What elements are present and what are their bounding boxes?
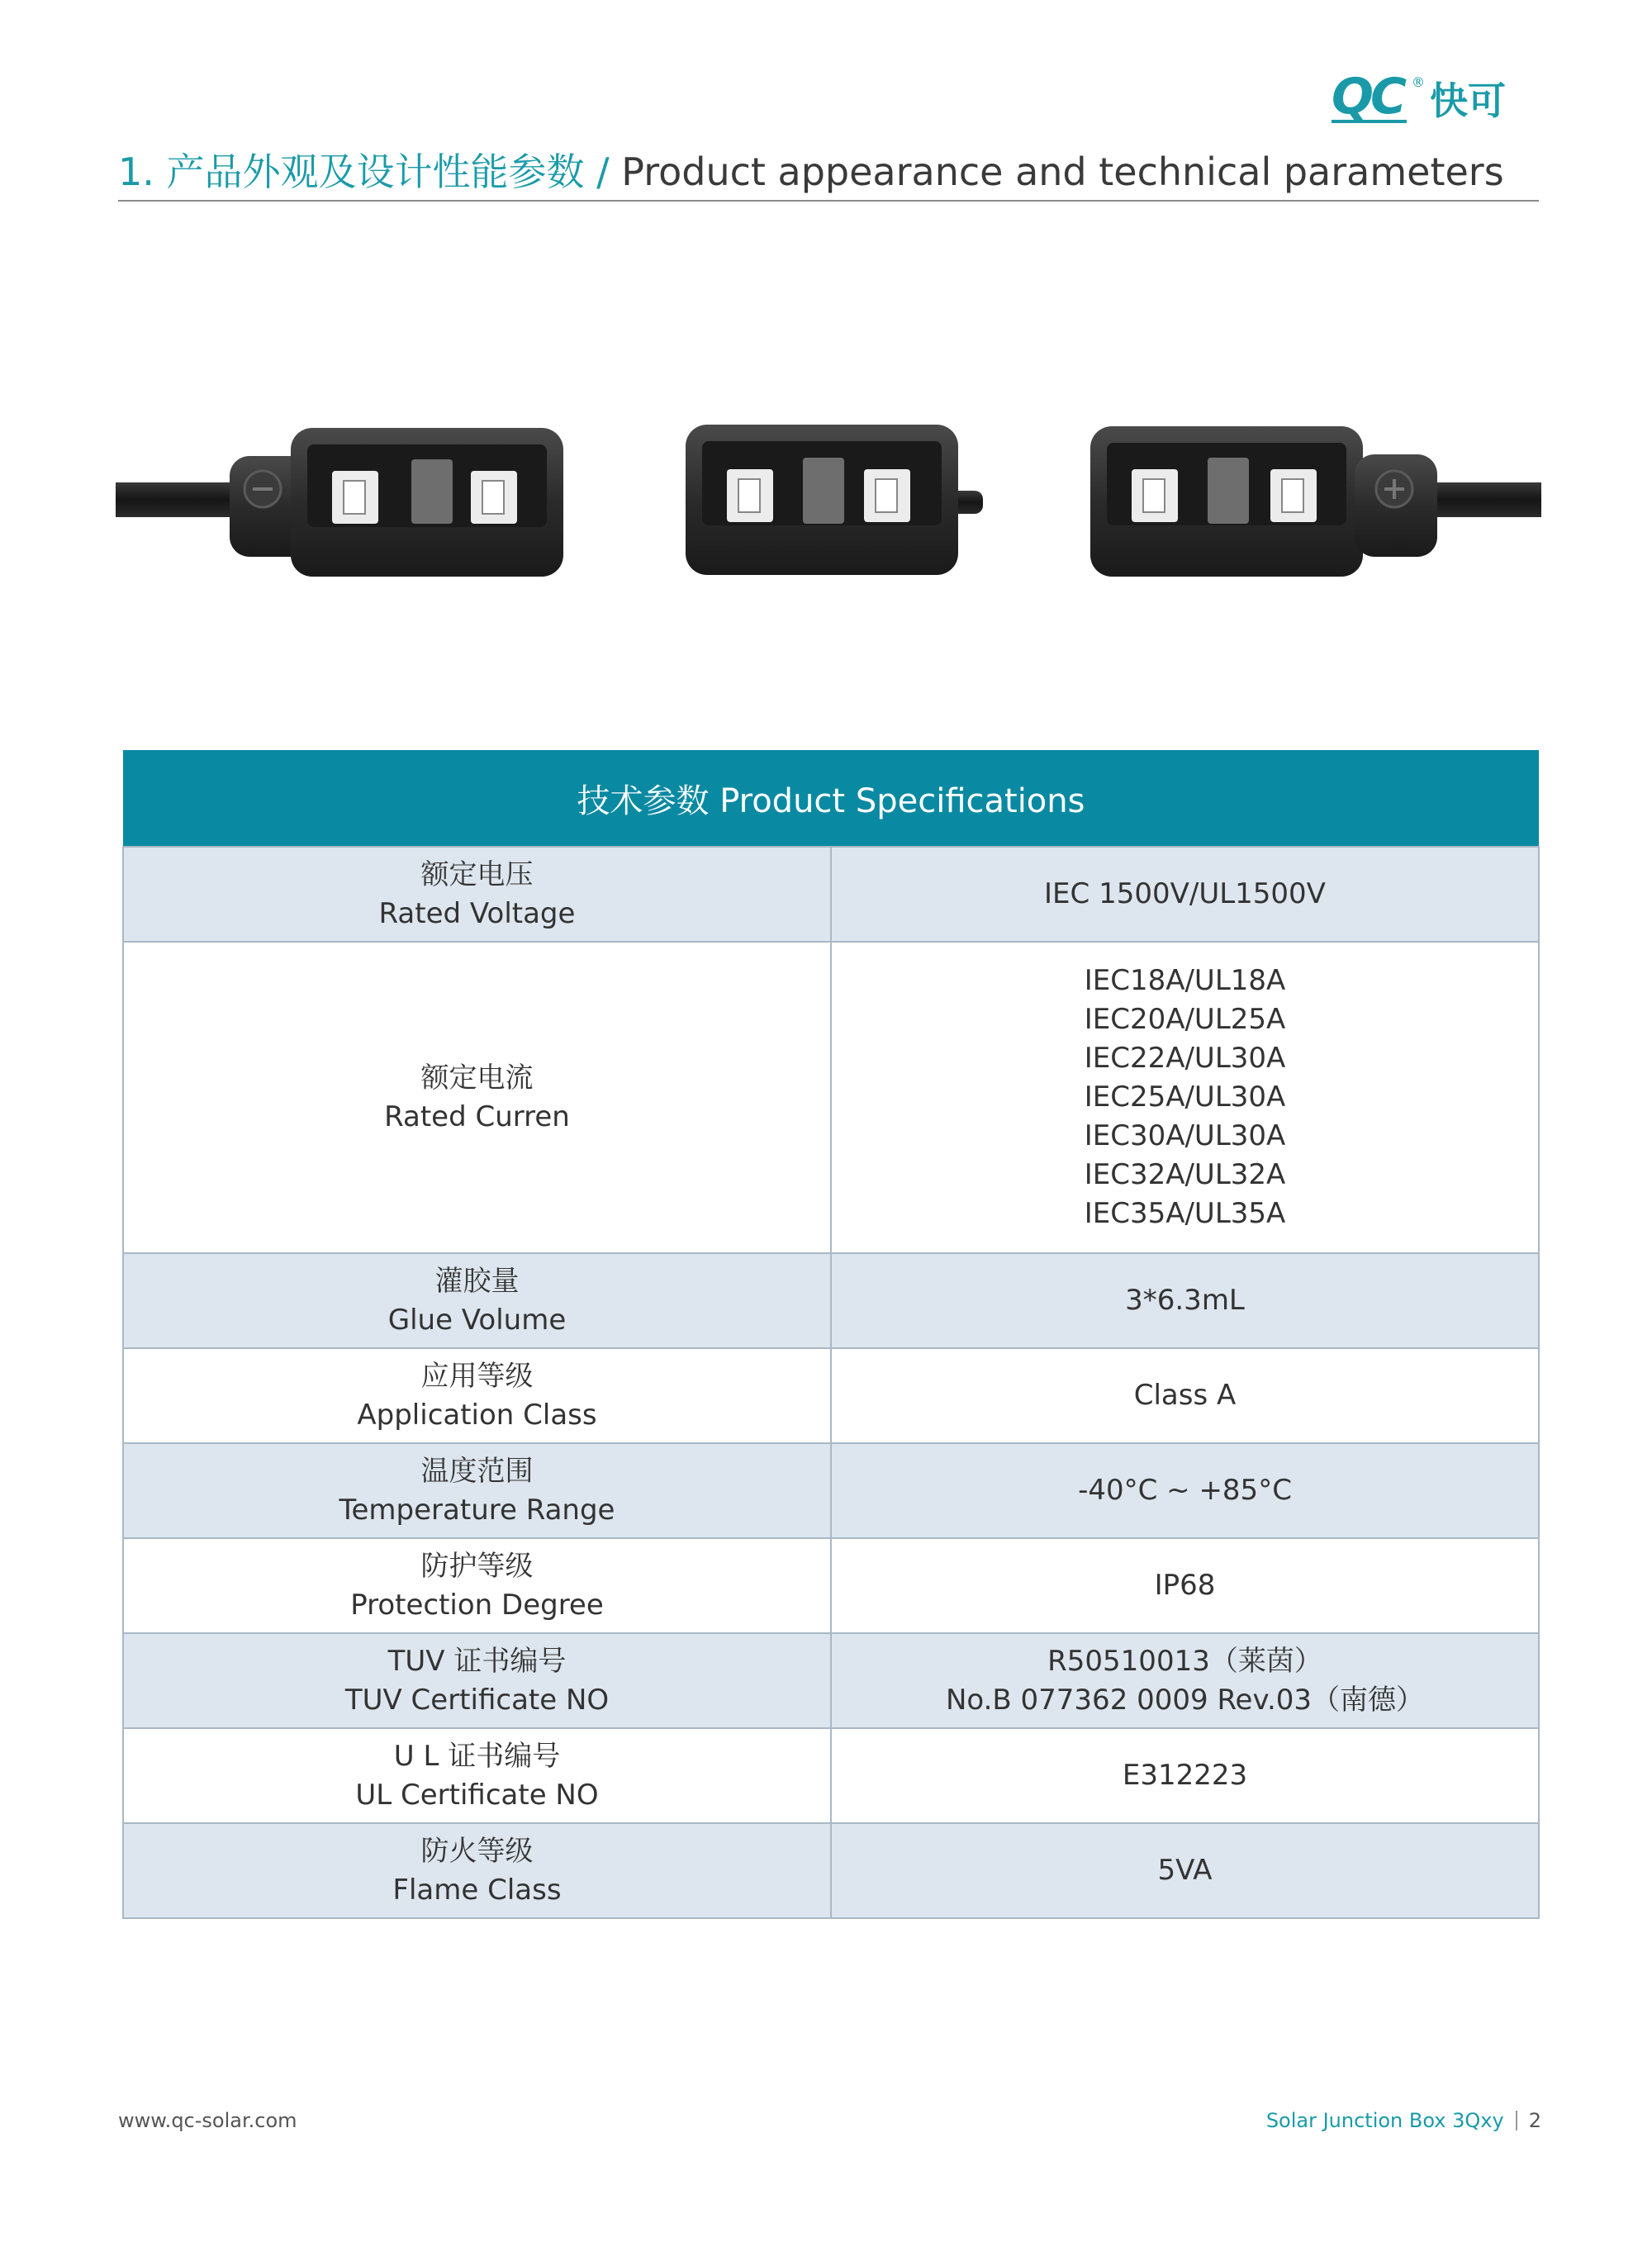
spec-table <box>122 750 1540 1919</box>
param-cell <box>123 1728 831 1823</box>
value-cell <box>831 847 1539 942</box>
param-cell <box>123 1348 831 1443</box>
footer-website[interactable]: www.qc-solar.com <box>118 2109 297 2132</box>
param-cn: TUV 证书编号 <box>387 1644 567 1678</box>
param-en: Rated Voltage <box>378 896 576 930</box>
param-cell <box>123 1823 831 1918</box>
param-cn: 防火等级 <box>420 1834 534 1868</box>
param-cn: 灌胶量 <box>434 1264 520 1298</box>
param-cell <box>123 942 831 1253</box>
footer-meta <box>1266 2109 1541 2132</box>
param-cell <box>123 1253 831 1348</box>
title-divider <box>118 200 1539 202</box>
table-row <box>123 1253 1539 1348</box>
value-line: IEC18A/UL18A <box>1084 964 1286 997</box>
brand-mark: QC <box>1332 74 1407 123</box>
param-cn: 应用等级 <box>420 1359 534 1393</box>
param-cn: 防护等级 <box>420 1549 534 1583</box>
value-line: 5VA <box>1157 1854 1213 1887</box>
value-line: No.B 077362 0009 Rev.03（南德） <box>945 1683 1425 1717</box>
value-cell <box>831 1823 1539 1918</box>
value-line: -40°C ~ +85°C <box>1078 1474 1292 1507</box>
value-line: IP68 <box>1154 1569 1216 1602</box>
value-cell <box>831 1348 1539 1443</box>
param-cn: 额定电流 <box>420 1061 534 1095</box>
table-row <box>123 942 1539 1253</box>
param-en: UL Certificate NO <box>355 1778 599 1812</box>
value-cell <box>831 1538 1539 1633</box>
value-line: IEC22A/UL30A <box>1084 1042 1286 1075</box>
page-title-cn: 1. 产品外观及设计性能参数 / <box>118 150 610 194</box>
param-cn: U L 证书编号 <box>393 1739 561 1773</box>
value-line: 3*6.3mL <box>1125 1284 1245 1317</box>
page-title-en: Product appearance and technical parameters <box>609 150 1504 194</box>
table-row <box>123 1823 1539 1918</box>
param-en: TUV Certificate NO <box>344 1683 610 1717</box>
table-row <box>123 1633 1539 1728</box>
page-title <box>118 145 1539 198</box>
value-line: E312223 <box>1122 1759 1248 1792</box>
value-line: IEC32A/UL32A <box>1084 1158 1286 1191</box>
junction-box-positive <box>1090 426 1541 577</box>
param-cell <box>123 1633 831 1728</box>
footer-document-title: Solar Junction Box 3Qxy <box>1265 2109 1504 2132</box>
table-row <box>123 1443 1539 1538</box>
value-line: Class A <box>1133 1379 1237 1412</box>
param-cn: 额定电压 <box>420 857 534 891</box>
param-cell <box>123 1538 831 1633</box>
value-line: IEC35A/UL35A <box>1084 1197 1286 1230</box>
param-en: Application Class <box>357 1398 597 1432</box>
product-images <box>116 413 1541 587</box>
table-row <box>123 1348 1539 1443</box>
value-cell <box>831 1253 1539 1348</box>
table-row <box>123 1728 1539 1823</box>
registered-mark: ® <box>1412 74 1426 90</box>
param-en: Flame Class <box>392 1873 562 1907</box>
junction-box-negative <box>116 428 563 577</box>
page-number: 2 <box>1528 2109 1541 2132</box>
brand-logo <box>1332 68 1538 126</box>
footer-separator <box>1516 2111 1517 2130</box>
value-line: R50510013（莱茵） <box>1047 1644 1322 1678</box>
value-cell <box>831 1728 1539 1823</box>
brand-name: 快可 <box>1430 78 1507 123</box>
value-cell <box>831 1443 1539 1538</box>
value-cell <box>831 1633 1539 1728</box>
table-row <box>123 847 1539 942</box>
param-en: Rated Curren <box>384 1100 570 1133</box>
value-line: IEC30A/UL30A <box>1084 1119 1286 1152</box>
param-cell <box>123 1443 831 1538</box>
spec-table-header: 技术参数 Product Specifications <box>123 750 1539 847</box>
param-en: Temperature Range <box>339 1493 615 1527</box>
value-line: IEC20A/UL25A <box>1084 1003 1286 1036</box>
param-cn: 温度范围 <box>420 1454 534 1488</box>
value-line: IEC 1500V/UL1500V <box>1044 877 1326 910</box>
table-row <box>123 1538 1539 1633</box>
value-line: IEC25A/UL30A <box>1084 1081 1286 1114</box>
param-en: Protection Degree <box>350 1588 604 1622</box>
junction-box-center <box>686 425 983 575</box>
value-cell <box>831 942 1539 1253</box>
param-cell <box>123 847 831 942</box>
param-en: Glue Volume <box>387 1303 567 1337</box>
